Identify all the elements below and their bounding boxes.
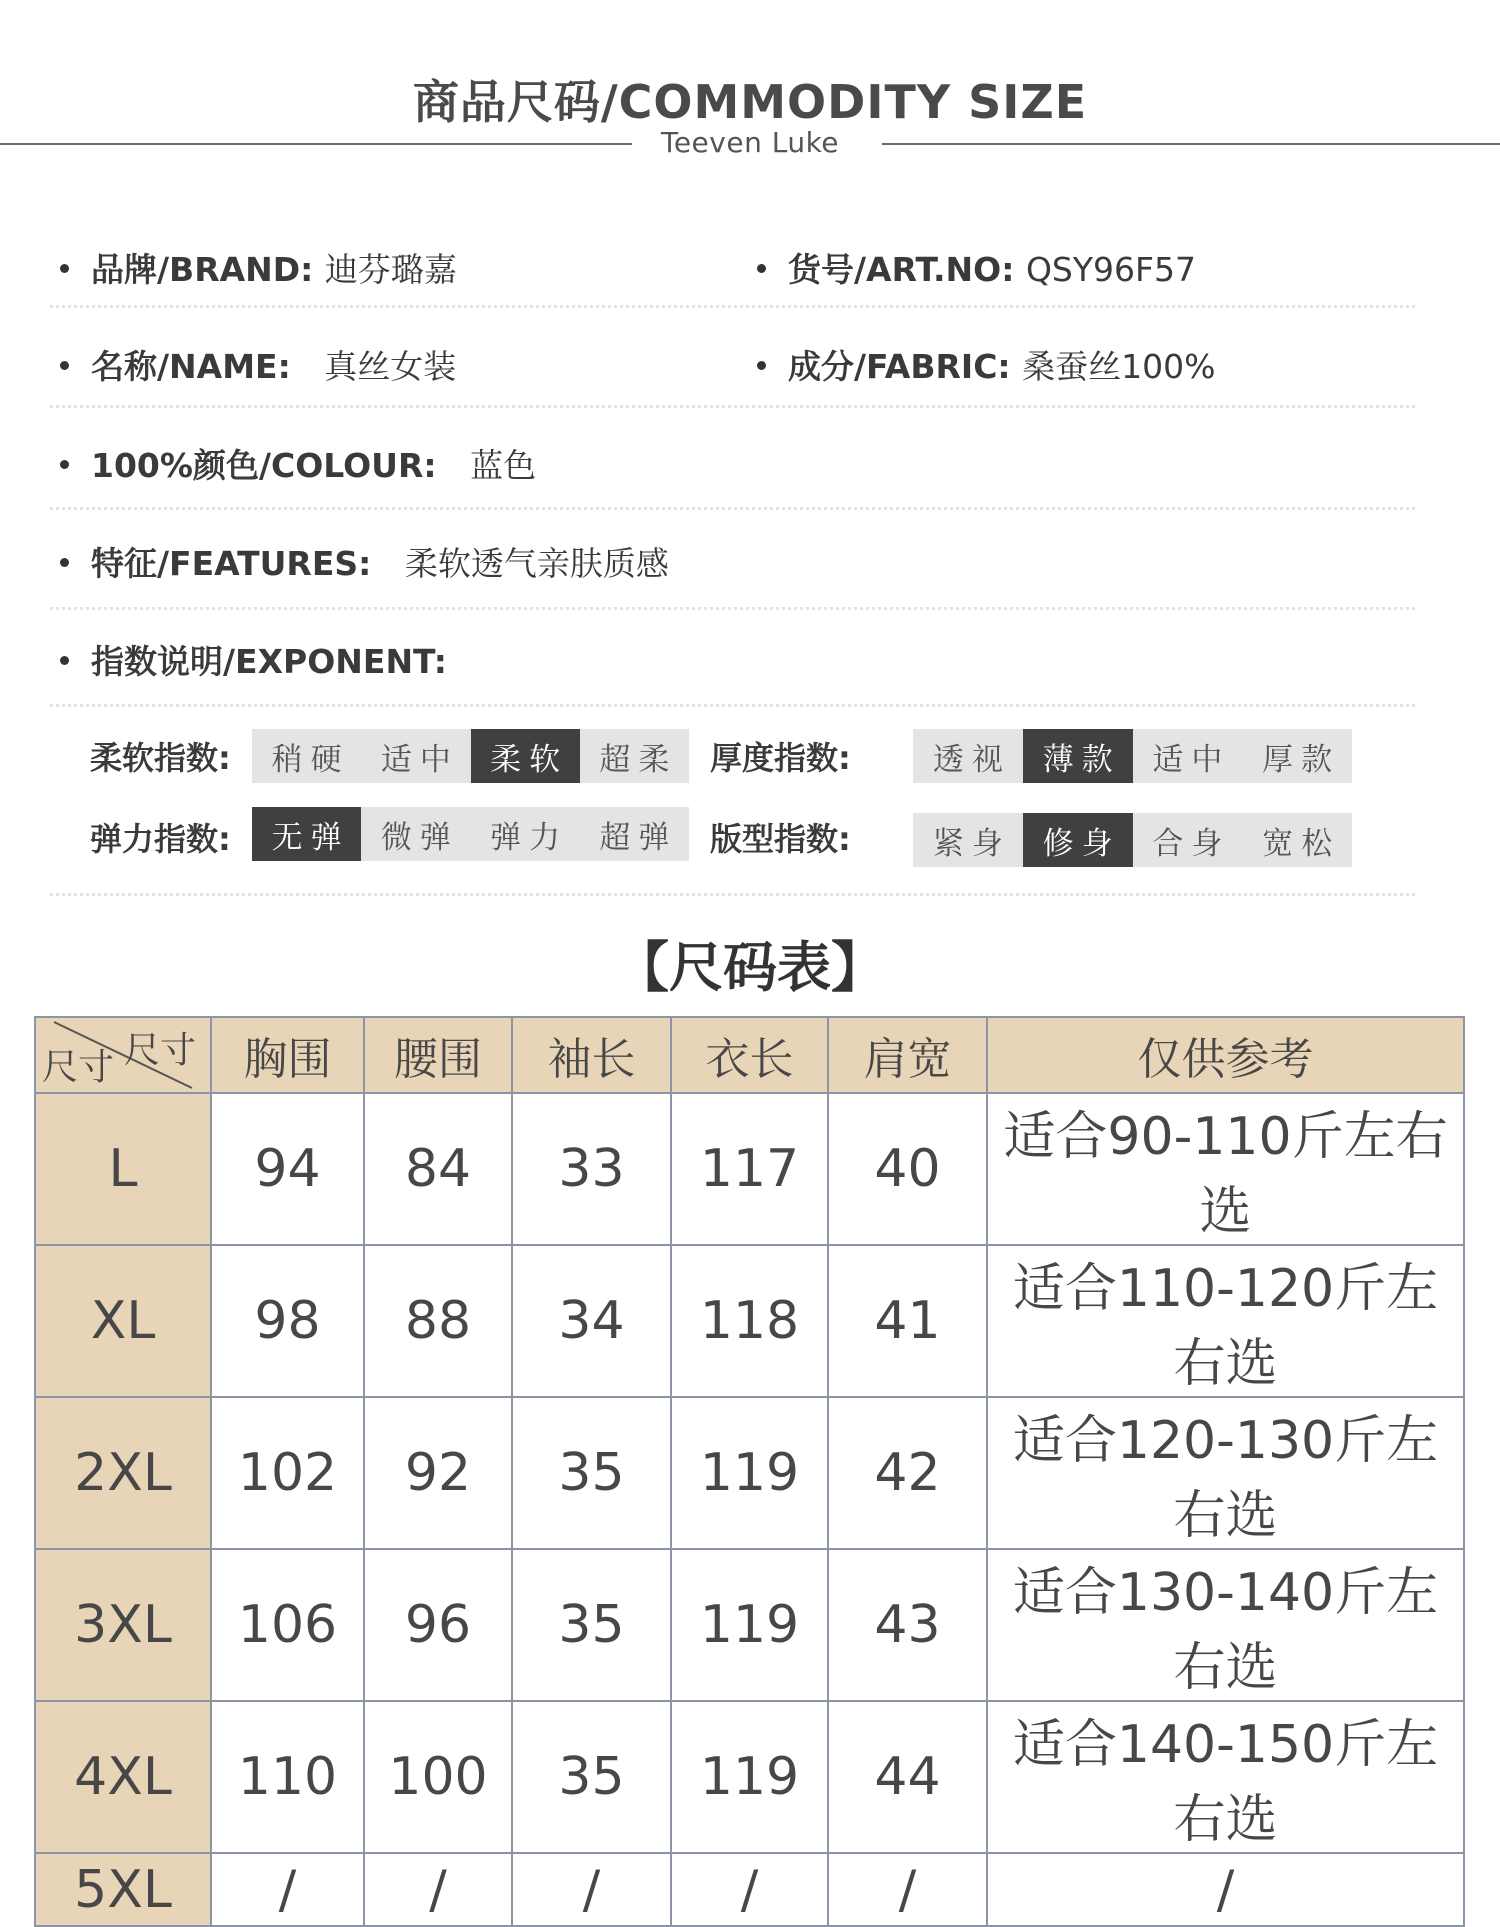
colour-info xyxy=(60,440,536,487)
fit-index-bar xyxy=(913,813,1352,867)
header-cell: 袖长 xyxy=(512,1017,671,1093)
note-cell: 适合120-130斤左右选 xyxy=(987,1397,1464,1549)
size-cell: XL xyxy=(35,1245,211,1397)
elasticity-option-selected: 无弹 xyxy=(252,807,361,861)
value-cell: 42 xyxy=(828,1397,987,1549)
value-cell: 34 xyxy=(512,1245,671,1397)
value-cell: 110 xyxy=(211,1701,364,1853)
softness-option: 适中 xyxy=(380,741,459,778)
info-row-colour xyxy=(60,440,1415,485)
exponent-label: 指数说明/EXPONENT: xyxy=(91,642,447,681)
header-cell: 腰围 xyxy=(364,1017,512,1093)
size-cell: 2XL xyxy=(35,1397,211,1549)
info-row-brand xyxy=(60,244,1415,289)
name-label: 名称/NAME: xyxy=(91,347,291,386)
value-cell: 119 xyxy=(671,1549,828,1701)
value-cell: 88 xyxy=(364,1245,512,1397)
bullet-icon xyxy=(757,264,766,273)
value-cell: / xyxy=(364,1853,512,1926)
value-cell: 102 xyxy=(211,1397,364,1549)
elasticity-option: 弹力 xyxy=(490,819,569,856)
header-cell: 胸围 xyxy=(211,1017,364,1093)
size-cell: 4XL xyxy=(35,1701,211,1853)
thickness-option: 适中 xyxy=(1152,741,1231,778)
value-cell: / xyxy=(512,1853,671,1926)
thickness-option-selected: 薄款 xyxy=(1023,729,1133,783)
brand-label: 品牌/BRAND: xyxy=(91,250,314,289)
value-cell: 100 xyxy=(364,1701,512,1853)
features-value: 柔软透气亲肤质感 xyxy=(404,544,669,583)
value-cell: / xyxy=(671,1853,828,1926)
value-cell: 117 xyxy=(671,1093,828,1245)
softness-option: 稍硬 xyxy=(271,741,350,778)
table-row xyxy=(35,1397,1464,1549)
size-cell: L xyxy=(35,1093,211,1245)
elasticity-option: 微弹 xyxy=(380,819,459,856)
value-cell: 35 xyxy=(512,1549,671,1701)
value-cell: 35 xyxy=(512,1397,671,1549)
bullet-icon xyxy=(60,361,69,370)
note-cell: 适合110-120斤左右选 xyxy=(987,1245,1464,1397)
name-info xyxy=(60,341,456,388)
value-cell: 118 xyxy=(671,1245,828,1397)
colour-value: 蓝色 xyxy=(470,446,537,485)
colour-label: 100%颜色/COLOUR: xyxy=(91,446,437,485)
fit-option: 合身 xyxy=(1152,825,1231,862)
note-cell: 适合90-110斤左右选 xyxy=(987,1093,1464,1245)
fit-option: 宽松 xyxy=(1262,825,1341,862)
name-value: 真丝女装 xyxy=(324,347,457,386)
header-cell: 仅供参考 xyxy=(987,1017,1464,1093)
value-cell: 41 xyxy=(828,1245,987,1397)
value-cell: 43 xyxy=(828,1549,987,1701)
bullet-icon xyxy=(60,558,69,567)
table-row xyxy=(35,1245,1464,1397)
table-row xyxy=(35,1853,1464,1926)
bullet-icon xyxy=(757,361,766,370)
info-row-features xyxy=(60,538,1415,583)
value-cell: 96 xyxy=(364,1549,512,1701)
dotted-divider xyxy=(50,893,1415,896)
artno-value: QSY96F57 xyxy=(1025,250,1196,289)
thickness-option: 厚款 xyxy=(1262,741,1341,778)
bullet-icon xyxy=(60,264,69,273)
value-cell: 33 xyxy=(512,1093,671,1245)
elasticity-option: 超弹 xyxy=(599,819,678,856)
brand-info xyxy=(60,244,457,291)
info-row-exponent xyxy=(60,636,1415,681)
note-cell: / xyxy=(987,1853,1464,1926)
table-header-row xyxy=(35,1017,1464,1093)
brand-value: 迪芬璐嘉 xyxy=(324,250,457,289)
dotted-divider xyxy=(50,507,1415,510)
note-cell: 适合140-150斤左右选 xyxy=(987,1701,1464,1853)
elasticity-index-label: 弹力指数: xyxy=(90,820,231,858)
value-cell: 94 xyxy=(211,1093,364,1245)
thickness-option: 透视 xyxy=(932,741,1011,778)
value-cell: 98 xyxy=(211,1245,364,1397)
note-cell: 适合130-140斤左右选 xyxy=(987,1549,1464,1701)
fabric-label: 成分/FABRIC: xyxy=(788,347,1011,386)
softness-option: 超柔 xyxy=(599,741,678,778)
value-cell: 119 xyxy=(671,1701,828,1853)
page-title: 商品尺码/COMMODITY SIZE xyxy=(412,75,1088,129)
value-cell: 106 xyxy=(211,1549,364,1701)
fit-option-selected: 修身 xyxy=(1023,813,1133,867)
corner-bottom-label: 尺寸 xyxy=(42,1047,115,1088)
fit-index-label: 版型指数: xyxy=(710,820,851,858)
size-cell: 5XL xyxy=(35,1853,211,1926)
softness-option-selected: 柔软 xyxy=(471,729,580,783)
size-cell: 3XL xyxy=(35,1549,211,1701)
features-label: 特征/FEATURES: xyxy=(91,544,372,583)
value-cell: 44 xyxy=(828,1701,987,1853)
bullet-icon xyxy=(60,460,69,469)
table-row xyxy=(35,1549,1464,1701)
corner-top-label: 尺寸 xyxy=(123,1030,196,1071)
artno-label: 货号/ART.NO: xyxy=(788,250,1015,289)
dotted-divider xyxy=(50,704,1415,707)
info-row-name xyxy=(60,341,1415,386)
value-cell: / xyxy=(211,1853,364,1926)
value-cell: 40 xyxy=(828,1093,987,1245)
value-cell: 84 xyxy=(364,1093,512,1245)
softness-index-bar xyxy=(252,729,689,783)
artno-info xyxy=(757,244,1196,291)
value-cell: 119 xyxy=(671,1397,828,1549)
size-table xyxy=(34,1016,1465,1927)
thickness-index-label: 厚度指数: xyxy=(710,739,851,777)
thickness-index-bar xyxy=(913,729,1352,783)
table-row xyxy=(35,1701,1464,1853)
size-table-title: 【尺码表】 xyxy=(615,936,885,999)
bullet-icon xyxy=(60,656,69,665)
value-cell: 35 xyxy=(512,1701,671,1853)
dotted-divider xyxy=(50,405,1415,408)
fit-option: 紧身 xyxy=(932,825,1011,862)
value-cell: / xyxy=(828,1853,987,1926)
elasticity-index-bar xyxy=(252,807,689,861)
softness-index-label: 柔软指数: xyxy=(90,739,231,777)
value-cell: 92 xyxy=(364,1397,512,1549)
corner-cell xyxy=(35,1017,211,1093)
dotted-divider xyxy=(50,607,1415,610)
table-row xyxy=(35,1093,1464,1245)
fabric-info xyxy=(757,341,1215,388)
exponent-info xyxy=(60,636,447,683)
features-info xyxy=(60,538,669,585)
header-cell: 衣长 xyxy=(671,1017,828,1093)
brand-subtitle: Teeven Luke xyxy=(660,126,840,159)
dotted-divider xyxy=(50,305,1415,308)
header-cell: 肩宽 xyxy=(828,1017,987,1093)
fabric-value: 桑蚕丝100% xyxy=(1022,347,1216,386)
